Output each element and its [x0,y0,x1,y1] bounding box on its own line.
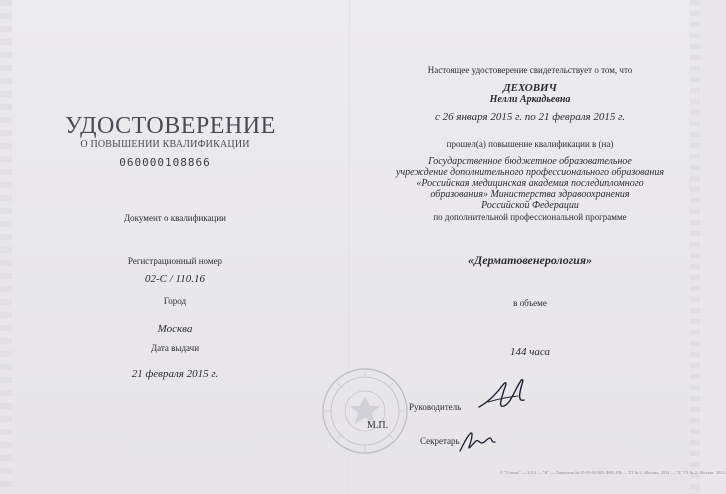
volume-label: в объеме [513,298,547,308]
institution-line-3: «Российская медицинская академия последипломного [416,178,644,189]
issue-date-label: Дата выдачи [150,343,200,353]
certificate-title: УДОСТОВЕРЕНИЕ [65,113,276,139]
holder-surname: ДЕХОВИЧ [503,82,557,94]
institution-line-5: Российской Федерации [481,200,579,211]
institution-line-1: Государственное бюджетное образовательное [428,156,632,167]
seal-place-label: М.П. [367,420,389,431]
certifies-text: Настоящее удостоверение свидетельствует о том, что [427,65,633,75]
secretary-label: Секретарь [420,436,460,446]
registration-number: 02-С / 110.16 [145,273,205,285]
registration-label: Регистрационный номер [127,256,223,266]
holder-name: Нелли Аркадьевна [489,94,571,105]
document-type-label: Документ о квалификации [124,213,226,223]
training-passed-text: прошел(а) повышение квалификации в (на) [446,139,614,149]
program-label: по дополнительной профессиональной программе [433,212,627,222]
official-seal [320,366,410,456]
institution-line-4: образования» Министерства здравоохранения [430,189,630,200]
issue-date-value: 21 февраля 2015 г. [131,368,219,380]
city-label: Город [163,296,187,306]
institution-line-2: учреждение дополнительного профессионального образования [395,167,665,178]
head-signature [474,372,534,418]
certificate-subtitle: О ПОВЫШЕНИИ КВАЛИФИКАЦИИ [80,139,250,150]
program-name: «Дерматовенерология» [468,253,592,267]
secretary-signature [454,425,504,457]
printer-imprint: © "Гознак" — 2014 — "В" — Лицензия № 05-05-09/003 ФНС РФ — ТЗ № 2. Москва. 2014 — "Б" ТЗ № 2. Москва. 2014. [500,470,726,475]
certificate-number: 060000108866 [119,156,211,169]
volume-value: 144 часа [509,346,551,358]
left-edge-texture [0,0,12,494]
training-period: с 26 января 2015 г. по 21 февраля 2015 г. [434,111,626,123]
head-label: Руководитель [409,402,462,412]
city-value: Москва [157,323,193,335]
